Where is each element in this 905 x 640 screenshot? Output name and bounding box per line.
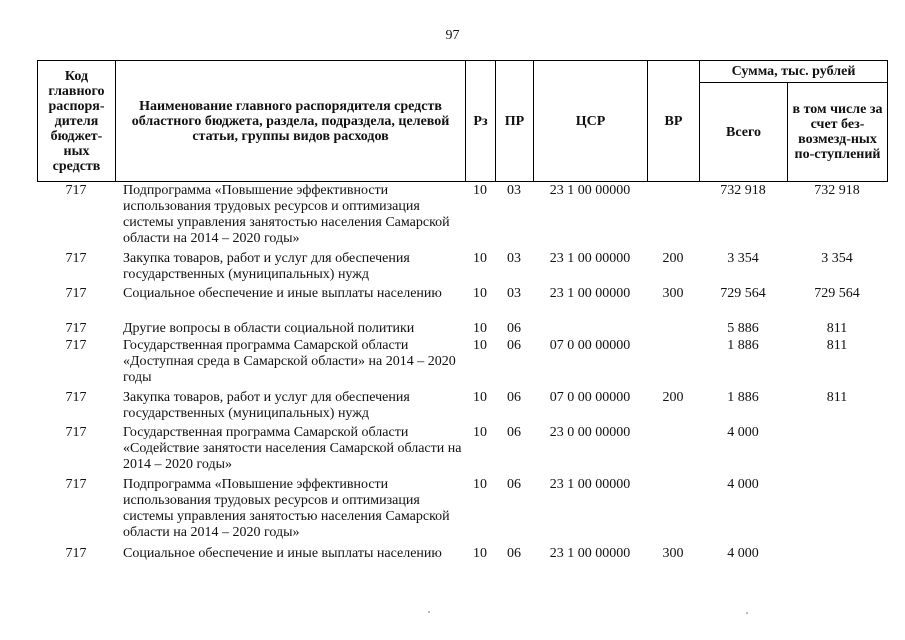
row-code: 717 bbox=[65, 321, 87, 336]
row-total: 4 000 bbox=[727, 546, 759, 561]
row-total: 1 886 bbox=[727, 390, 759, 405]
row-name: Государственная программа Самарской области «Содействие занятости населения Самарской области на 2014 – 2020 годы» bbox=[123, 425, 462, 472]
row-rz: 10 bbox=[473, 183, 487, 198]
row-vr: 200 bbox=[662, 390, 684, 405]
table-header bbox=[37, 60, 888, 182]
row-rz: 10 bbox=[473, 338, 487, 353]
row-total: 4 000 bbox=[727, 477, 759, 492]
row-code: 717 bbox=[65, 251, 87, 266]
table-row bbox=[37, 477, 887, 546]
table-row bbox=[37, 321, 887, 338]
page-number: 97 bbox=[445, 28, 460, 43]
row-pr: 06 bbox=[507, 321, 521, 336]
row-name: Социальное обеспечение и иные выплаты населению bbox=[123, 286, 442, 301]
row-name: Закупка товаров, работ и услуг для обеспечения государственных (муниципальных) нужд bbox=[123, 251, 410, 282]
row-csr: 23 1 00 00000 bbox=[549, 251, 631, 266]
row-vr: 300 bbox=[662, 286, 684, 301]
row-code: 717 bbox=[65, 477, 87, 492]
row-rz: 10 bbox=[473, 321, 487, 336]
row-pr: 06 bbox=[507, 390, 521, 405]
row-code: 717 bbox=[65, 546, 87, 561]
row-rz: 10 bbox=[473, 390, 487, 405]
row-name: Закупка товаров, работ и услуг для обеспечения государственных (муниципальных) нужд bbox=[123, 390, 410, 421]
row-pr: 06 bbox=[507, 425, 521, 440]
header-total: Всего bbox=[700, 83, 788, 182]
row-csr: 23 1 00 00000 bbox=[549, 183, 631, 198]
table-row bbox=[37, 286, 887, 321]
row-name: Подпрограмма «Повышение эффективности использования трудовых ресурсов и оптимизация системы управления занятостью населения Самарской области на 2014 – 2020 годы» bbox=[123, 477, 450, 540]
row-rz: 10 bbox=[473, 286, 487, 301]
row-rz: 10 bbox=[473, 546, 487, 561]
header-code: Код главного распоря-дителя бюджет-ных средств bbox=[38, 61, 116, 182]
row-pr: 03 bbox=[507, 286, 521, 301]
row-total: 3 354 bbox=[727, 251, 759, 266]
row-code: 717 bbox=[65, 338, 87, 353]
row-pr: 03 bbox=[507, 251, 521, 266]
row-vr: 300 bbox=[662, 546, 684, 561]
row-free: 732 918 bbox=[814, 183, 860, 198]
row-pr: 06 bbox=[507, 546, 521, 561]
row-free: 811 bbox=[826, 390, 848, 405]
row-code: 717 bbox=[65, 183, 87, 198]
table-row bbox=[37, 183, 887, 251]
table-row bbox=[37, 546, 887, 581]
row-free: 3 354 bbox=[821, 251, 853, 266]
row-total: 4 000 bbox=[727, 425, 759, 440]
table-row bbox=[37, 338, 887, 390]
scan-speck bbox=[428, 611, 430, 613]
row-total: 732 918 bbox=[720, 183, 766, 198]
row-csr: 07 0 00 00000 bbox=[549, 390, 631, 405]
header-name: Наименование главного распорядителя средств областного бюджета, раздела, подраздела, целевой статьи, группы видов расходов bbox=[116, 61, 466, 182]
row-pr: 03 bbox=[507, 183, 521, 198]
header-csr: ЦСР bbox=[534, 61, 648, 182]
header-sum: Сумма, тыс. рублей bbox=[700, 61, 888, 83]
row-free: 811 bbox=[826, 338, 848, 353]
row-name: Государственная программа Самарской области «Доступная среда в Самарской области» на 2014 – 2020 годы bbox=[123, 338, 456, 385]
row-code: 717 bbox=[65, 425, 87, 440]
table-row bbox=[37, 425, 887, 477]
row-csr: 23 1 00 00000 bbox=[549, 286, 631, 301]
row-vr: 200 bbox=[662, 251, 684, 266]
row-rz: 10 bbox=[473, 477, 487, 492]
row-total: 1 886 bbox=[727, 338, 759, 353]
scan-speck bbox=[746, 612, 748, 614]
row-rz: 10 bbox=[473, 425, 487, 440]
row-free: 729 564 bbox=[814, 286, 860, 301]
header-vr: ВР bbox=[648, 61, 700, 182]
row-csr: 07 0 00 00000 bbox=[549, 338, 631, 353]
row-free: 811 bbox=[826, 321, 848, 336]
row-name: Социальное обеспечение и иные выплаты населению bbox=[123, 546, 442, 561]
row-name: Другие вопросы в области социальной политики bbox=[123, 321, 415, 336]
row-total: 729 564 bbox=[720, 286, 766, 301]
row-pr: 06 bbox=[507, 338, 521, 353]
row-pr: 06 bbox=[507, 477, 521, 492]
row-csr: 23 1 00 00000 bbox=[549, 477, 631, 492]
header-free: в том числе за счет без-возмезд-ных по-ступлений bbox=[788, 83, 888, 182]
table-row bbox=[37, 390, 887, 425]
row-code: 717 bbox=[65, 286, 87, 301]
table-body bbox=[37, 183, 887, 581]
header-pr: ПР bbox=[496, 61, 534, 182]
row-code: 717 bbox=[65, 390, 87, 405]
table-row bbox=[37, 251, 887, 286]
row-name: Подпрограмма «Повышение эффективности использования трудовых ресурсов и оптимизация системы управления занятостью населения Самарской области на 2014 – 2020 годы» bbox=[123, 183, 450, 246]
header-rz: Рз bbox=[466, 61, 496, 182]
row-csr: 23 0 00 00000 bbox=[549, 425, 631, 440]
row-csr: 23 1 00 00000 bbox=[549, 546, 631, 561]
row-total: 5 886 bbox=[727, 321, 759, 336]
row-rz: 10 bbox=[473, 251, 487, 266]
